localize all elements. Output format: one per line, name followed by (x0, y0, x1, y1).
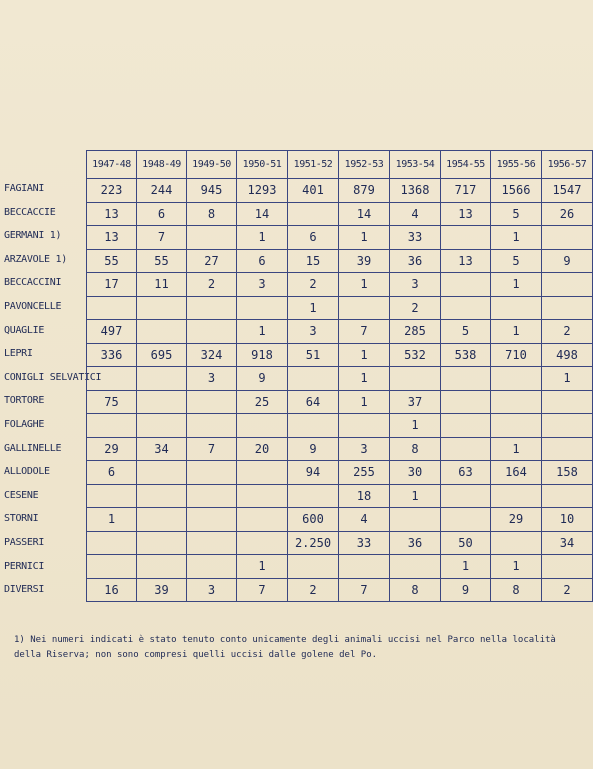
table-cell: 1 (491, 226, 542, 250)
table-cell (441, 367, 491, 391)
table-cell: 2 (390, 296, 441, 320)
table-cell: 18 (339, 484, 390, 508)
year-header: 1951-52 (288, 151, 339, 179)
table-cell: 255 (339, 461, 390, 485)
table-cell: 945 (187, 179, 237, 203)
table-cell: 1566 (491, 179, 542, 203)
table-cell: 7 (137, 226, 187, 250)
table-cell: 158 (542, 461, 593, 485)
year-header: 1955-56 (491, 151, 542, 179)
table-cell (87, 296, 137, 320)
table-cell: 15 (288, 249, 339, 273)
table-cell (491, 296, 542, 320)
table-cell: 1 (339, 273, 390, 297)
year-header: 1950-51 (237, 151, 288, 179)
row-label: ARZAVOLE 1) (4, 253, 67, 265)
table-cell (237, 461, 288, 485)
table-cell: 14 (237, 202, 288, 226)
table-cell (491, 390, 542, 414)
table-cell: 6 (288, 226, 339, 250)
table-cell: 498 (542, 343, 593, 367)
table-cell: 1547 (542, 179, 593, 203)
table-cell: 36 (390, 531, 441, 555)
table-cell: 55 (137, 249, 187, 273)
table-cell: 285 (390, 320, 441, 344)
table-cell (187, 390, 237, 414)
table-cell (542, 437, 593, 461)
table-row (87, 367, 593, 391)
table-cell (137, 531, 187, 555)
table-cell: 7 (339, 320, 390, 344)
table-cell (390, 367, 441, 391)
table-cell (87, 367, 137, 391)
table-cell: 8 (187, 202, 237, 226)
table-cell: 244 (137, 179, 187, 203)
table-cell: 1 (87, 508, 137, 532)
table-cell: 3 (390, 273, 441, 297)
table-cell (137, 555, 187, 579)
table-cell: 1 (237, 226, 288, 250)
table-cell (390, 555, 441, 579)
table-cell: 33 (339, 531, 390, 555)
table-cell: 7 (339, 578, 390, 602)
table-cell (288, 484, 339, 508)
table-cell: 164 (491, 461, 542, 485)
table-cell (288, 555, 339, 579)
table-cell (237, 531, 288, 555)
table-cell: 6 (137, 202, 187, 226)
table-cell (542, 390, 593, 414)
table-cell: 27 (187, 249, 237, 273)
row-label: FOLAGHE (4, 418, 45, 430)
table-cell: 1 (339, 343, 390, 367)
table-cell (187, 555, 237, 579)
year-header: 1948-49 (137, 151, 187, 179)
table-cell (542, 273, 593, 297)
table-cell: 11 (137, 273, 187, 297)
table-cell: 2 (542, 578, 593, 602)
table-cell (288, 202, 339, 226)
table-row (87, 296, 593, 320)
table-cell: 13 (441, 202, 491, 226)
table-cell (491, 484, 542, 508)
table-cell: 26 (542, 202, 593, 226)
table-cell: 3 (187, 367, 237, 391)
table-cell: 1293 (237, 179, 288, 203)
table-cell: 1 (491, 437, 542, 461)
table-cell: 1368 (390, 179, 441, 203)
table-row (87, 202, 593, 226)
row-label: BECCACCIE (4, 206, 56, 218)
table-cell: 6 (87, 461, 137, 485)
year-header: 1949-50 (187, 151, 237, 179)
table-row (87, 226, 593, 250)
table-cell (441, 508, 491, 532)
table-cell (87, 484, 137, 508)
table-cell: 13 (441, 249, 491, 273)
table-cell (441, 226, 491, 250)
row-label: PAVONCELLE (4, 300, 62, 312)
table-cell: 4 (339, 508, 390, 532)
table-cell (187, 484, 237, 508)
table-row (87, 390, 593, 414)
table-cell: 497 (87, 320, 137, 344)
table-cell: 1 (390, 414, 441, 438)
row-label: TORTORE (4, 395, 45, 407)
table-cell (137, 296, 187, 320)
table-cell (339, 296, 390, 320)
year-header: 1947-48 (87, 151, 137, 179)
table-cell (542, 226, 593, 250)
table-cell (390, 508, 441, 532)
table-cell: 695 (137, 343, 187, 367)
header-row (87, 151, 593, 179)
table-cell (542, 555, 593, 579)
table-cell: 3 (288, 320, 339, 344)
table-cell: 29 (491, 508, 542, 532)
table-cell (542, 296, 593, 320)
table-cell: 1 (339, 367, 390, 391)
table-cell (137, 390, 187, 414)
year-header: 1954-55 (441, 151, 491, 179)
table-cell: 34 (137, 437, 187, 461)
table-cell: 5 (491, 202, 542, 226)
table-cell: 37 (390, 390, 441, 414)
table-cell: 918 (237, 343, 288, 367)
table-cell (441, 414, 491, 438)
table-cell: 1 (339, 390, 390, 414)
row-labels (4, 177, 102, 602)
table-cell: 17 (87, 273, 137, 297)
row-label: GERMANI 1) (4, 230, 62, 242)
table-cell: 36 (390, 249, 441, 273)
table-cell (339, 414, 390, 438)
footnote: 1) Nei numeri indicati è stato tenuto conto unicamente degli animali uccisi nel Parco nella località della Riserva; non sono compresi quelli uccisi dalle golene del Po. (14, 635, 556, 660)
table-cell: 50 (441, 531, 491, 555)
table-cell: 64 (288, 390, 339, 414)
table-cell: 1 (339, 226, 390, 250)
table-cell: 55 (87, 249, 137, 273)
year-header: 1952-53 (339, 151, 390, 179)
row-label: LEPRI (4, 348, 33, 360)
table-cell: 39 (137, 578, 187, 602)
table-cell: 29 (87, 437, 137, 461)
table-cell (137, 320, 187, 344)
table-cell: 3 (237, 273, 288, 297)
table-cell: 20 (237, 437, 288, 461)
table-row (87, 343, 593, 367)
table-row (87, 437, 593, 461)
table-cell: 710 (491, 343, 542, 367)
row-label: DIVERSI (4, 584, 45, 596)
game-tally-table (86, 150, 593, 602)
table-cell: 75 (87, 390, 137, 414)
table-cell: 600 (288, 508, 339, 532)
table-cell: 8 (390, 578, 441, 602)
table-cell: 336 (87, 343, 137, 367)
table-cell (237, 484, 288, 508)
table-cell: 9 (441, 578, 491, 602)
row-label: CONIGLI SELVATICI (4, 371, 102, 383)
table-row (87, 578, 593, 602)
table-cell: 223 (87, 179, 137, 203)
table-cell (441, 437, 491, 461)
table-cell (288, 414, 339, 438)
table-cell: 1 (237, 320, 288, 344)
table-cell (87, 555, 137, 579)
table-cell: 1 (542, 367, 593, 391)
table-cell (187, 414, 237, 438)
table-cell: 1 (491, 273, 542, 297)
table-cell: 94 (288, 461, 339, 485)
table-row (87, 179, 593, 203)
table-cell: 1 (288, 296, 339, 320)
table-cell (137, 484, 187, 508)
table-cell: 1 (491, 555, 542, 579)
table-cell: 16 (87, 578, 137, 602)
table-cell: 14 (339, 202, 390, 226)
table-cell (542, 484, 593, 508)
table-cell (237, 296, 288, 320)
table-cell (137, 367, 187, 391)
table-cell (187, 296, 237, 320)
row-label: QUAGLIE (4, 324, 45, 336)
row-label: PERNICI (4, 560, 45, 572)
row-label: GALLINELLE (4, 442, 62, 454)
row-label: STORNI (4, 513, 39, 525)
row-label: FAGIANI (4, 183, 45, 194)
table-cell (288, 367, 339, 391)
table-cell: 39 (339, 249, 390, 273)
table-cell: 538 (441, 343, 491, 367)
row-label: ALLODOLE (4, 466, 50, 478)
row-label: CESENE (4, 489, 39, 501)
table-cell (441, 390, 491, 414)
table-cell: 3 (187, 578, 237, 602)
table-cell: 9 (237, 367, 288, 391)
row-label: BECCACCINI (4, 277, 62, 289)
year-header: 1953-54 (390, 151, 441, 179)
table-row (87, 508, 593, 532)
table-cell: 13 (87, 202, 137, 226)
table-cell (441, 484, 491, 508)
table-cell: 879 (339, 179, 390, 203)
table-cell (87, 531, 137, 555)
row-label: PASSERI (4, 536, 45, 548)
table-cell (237, 508, 288, 532)
table-cell: 1 (491, 320, 542, 344)
table-cell (491, 414, 542, 438)
table-cell (441, 273, 491, 297)
table-cell (137, 414, 187, 438)
table-cell: 2 (187, 273, 237, 297)
table-cell (491, 367, 542, 391)
year-header: 1956-57 (542, 151, 593, 179)
table-cell (87, 414, 137, 438)
table-cell: 7 (237, 578, 288, 602)
table-row (87, 320, 593, 344)
table-cell (137, 461, 187, 485)
table-cell: 25 (237, 390, 288, 414)
table-row (87, 531, 593, 555)
table-cell (441, 296, 491, 320)
table-cell (339, 555, 390, 579)
table-cell: 5 (491, 249, 542, 273)
table-cell: 2 (288, 578, 339, 602)
table-cell (187, 461, 237, 485)
table-row (87, 484, 593, 508)
table-cell: 532 (390, 343, 441, 367)
table-cell: 34 (542, 531, 593, 555)
table-cell: 2 (542, 320, 593, 344)
table-cell: 9 (288, 437, 339, 461)
table-cell (237, 414, 288, 438)
table-cell: 63 (441, 461, 491, 485)
table-cell: 1 (390, 484, 441, 508)
table-cell: 10 (542, 508, 593, 532)
table-cell: 1 (441, 555, 491, 579)
table-cell: 13 (87, 226, 137, 250)
table-cell: 51 (288, 343, 339, 367)
table-cell: 3 (339, 437, 390, 461)
table-cell: 2.250 (288, 531, 339, 555)
table-cell: 8 (491, 578, 542, 602)
table-cell: 401 (288, 179, 339, 203)
table-cell: 8 (390, 437, 441, 461)
table-cell: 717 (441, 179, 491, 203)
table-row (87, 555, 593, 579)
table-row (87, 414, 593, 438)
table-cell: 6 (237, 249, 288, 273)
table-cell (187, 320, 237, 344)
table-row (87, 273, 593, 297)
table-cell: 7 (187, 437, 237, 461)
table-cell: 5 (441, 320, 491, 344)
table-cell: 9 (542, 249, 593, 273)
table-cell (137, 508, 187, 532)
table-cell: 33 (390, 226, 441, 250)
table-cell (187, 508, 237, 532)
table-row (87, 249, 593, 273)
table-cell: 324 (187, 343, 237, 367)
table-cell: 2 (288, 273, 339, 297)
table-cell (542, 414, 593, 438)
table-cell (187, 226, 237, 250)
table-cell (491, 531, 542, 555)
table-cell: 30 (390, 461, 441, 485)
table-cell: 1 (237, 555, 288, 579)
table-cell (187, 531, 237, 555)
table-cell: 4 (390, 202, 441, 226)
table-row (87, 461, 593, 485)
